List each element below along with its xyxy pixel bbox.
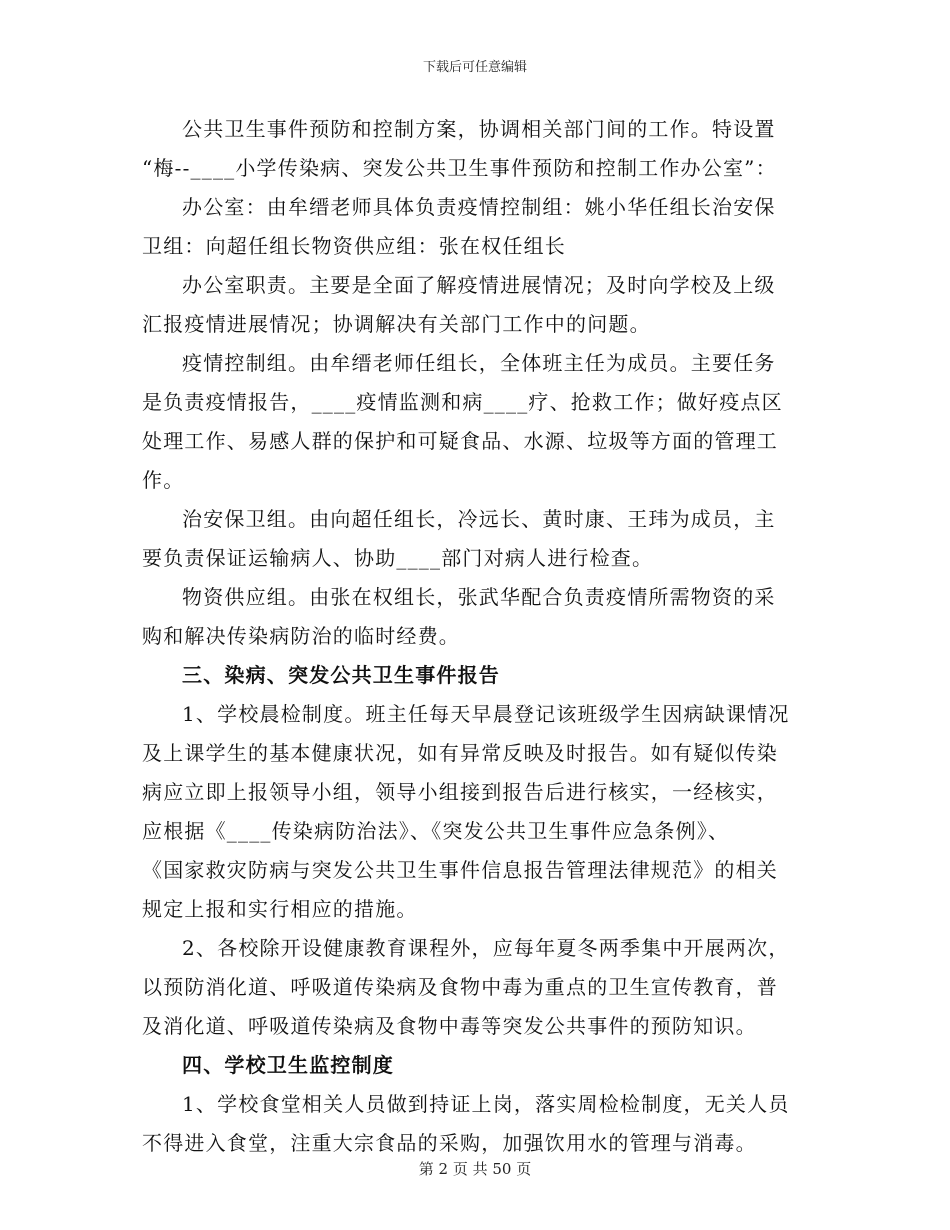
section-heading: 三、染病、突发公共卫生事件报告 [182,663,500,687]
text-line: 不得进入食堂，注重大宗食品的采购，加强饮用水的管理与消毒。 [142,1131,757,1155]
paragraph [142,617,808,656]
text-line: 是负责疫情报告，____疫情监测和病____疗、抢救工作；做好疫点区 [142,390,783,414]
text-line: 物资供应组。由张在权组长，张武华配合负责疫情所需物资的采 [182,585,776,609]
document-body [142,110,808,1163]
section-heading: 四、学校卫生监控制度 [182,1053,394,1077]
paragraph [142,266,808,305]
text-line: 1、学校晨检制度。班主任每天早晨登记该班级学生因病缺课情况 [182,702,790,726]
text-line: 及上课学生的基本健康状况，如有异常反映及时报告。如有疑似传染 [142,741,778,765]
paragraph [142,110,808,149]
text-line: 应根据《____传染病防治法》、《突发公共卫生事件应急条例》、 [142,819,730,843]
text-line: 1、学校食堂相关人员做到持证上岗，落实周检检制度，无关人员 [182,1092,790,1116]
text-line: 作。 [142,468,185,492]
text-line: 2、各校除开设健康教育课程外，应每年夏冬两季集中开展两次， [182,936,790,960]
text-line: 办公室职责。主要是全面了解疫情进展情况；及时向学校及上级 [182,273,776,297]
paragraph [142,383,808,500]
paragraph [142,500,808,539]
text-line: 以预防消化道、呼吸道传染病及食物中毒为重点的卫生宣传教育，普 [142,975,778,999]
text-line: 处理工作、易感人群的保护和可疑食品、水源、垃圾等方面的管理工 [142,429,778,453]
paragraph [142,227,808,266]
paragraph [142,539,808,578]
page-header: 下载后可任意编辑 [422,60,527,75]
text-line: 疫情控制组。由牟缙老师任组长，全体班主任为成员。主要任务 [182,351,776,375]
paragraph [142,344,808,383]
paragraph [142,578,808,617]
text-line: 及消化道、呼吸道传染病及食物中毒等突发公共事件的预防知识。 [142,1014,757,1038]
text-line: 规定上报和实行相应的措施。 [142,897,418,921]
text-line: 购和解决传染病防治的临时经费。 [142,624,460,648]
page-number: 第 2 页 共 50 页 [418,1160,532,1178]
text-line: 公共卫生事件预防和控制方案，协调相关部门间的工作。特设置 [182,117,776,141]
text-line: “梅--____小学传染病、突发公共卫生事件预防和控制工作办公室”： [142,156,777,180]
text-line: 治安保卫组。由向超任组长，冷远长、黄时康、王玮为成员，主 [182,507,776,531]
text-line: 要负责保证运输病人、协助____部门对病人进行检查。 [142,546,654,570]
text-line: 卫组：向超任组长物资供应组：张在权任组长 [142,234,566,258]
text-line: 《国家救灾防病与突发公共卫生事件信息报告管理法律规范》的相关 [142,858,778,882]
text-line: 汇报疫情进展情况；协调解决有关部门工作中的问题。 [142,312,651,336]
text-line: 办公室：由牟缙老师具体负责疫情控制组：姚小华任组长治安保 [182,195,776,219]
paragraph [142,695,808,734]
paragraph [142,149,808,188]
paragraph [142,968,808,1046]
paragraph [142,734,808,929]
text-line: 病应立即上报领导小组，领导小组接到报告后进行核实，一经核实， [142,780,778,804]
paragraph [142,188,808,227]
paragraph [142,929,808,968]
paragraph [142,1085,808,1124]
paragraph [142,305,808,344]
